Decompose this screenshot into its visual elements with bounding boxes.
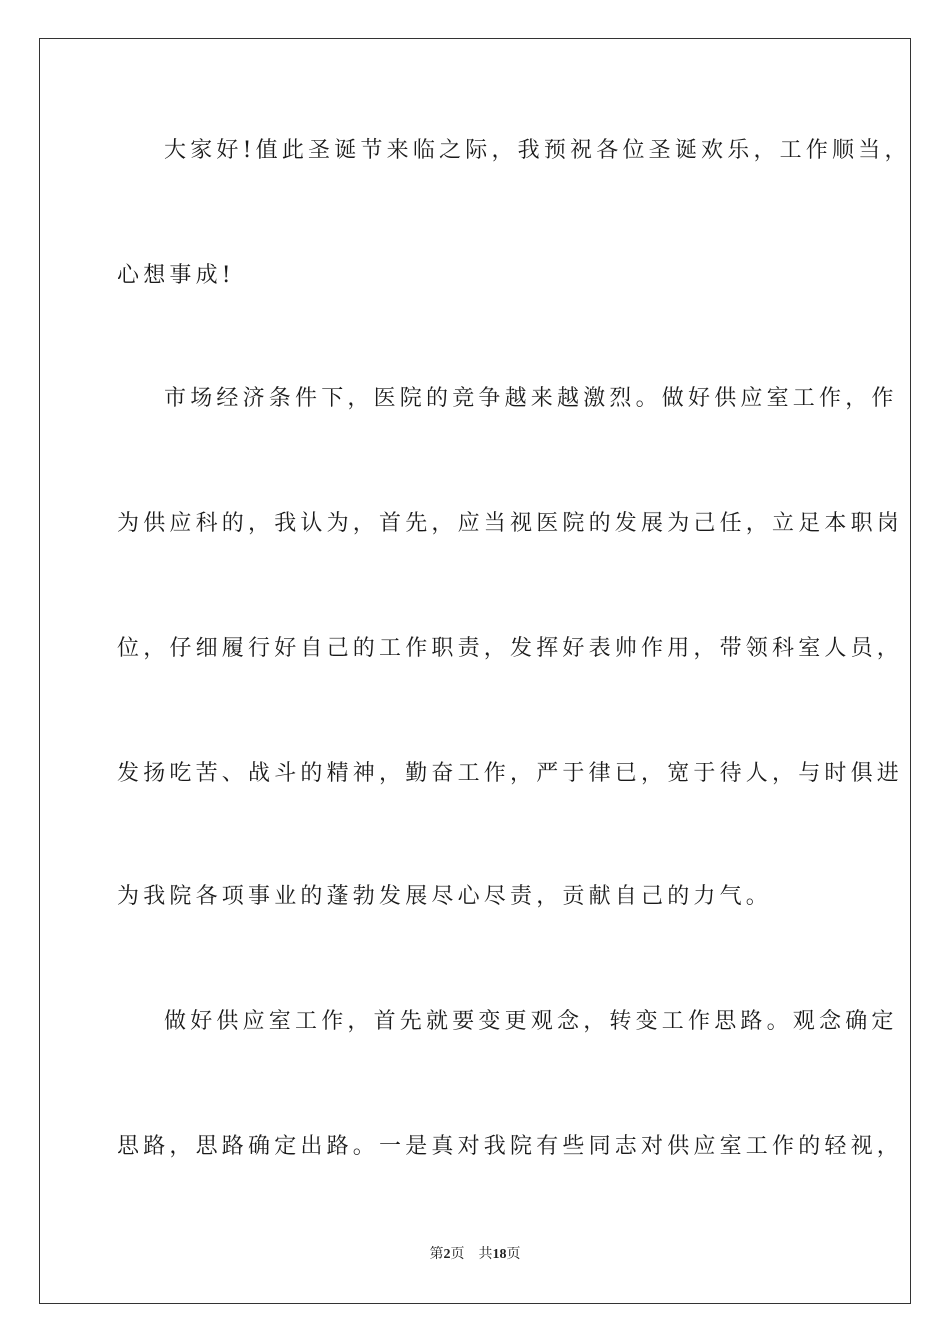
paragraph-line: 位，仔细履行好自己的工作职责，发挥好表帅作用，带领科室人员， [117,636,904,661]
paragraph-line: 发扬吃苦、战斗的精神，勤奋工作，严于律已，宽于待人，与时俱进 [117,761,904,786]
paragraph-line: 思路，思路确定出路。一是真对我院有些同志对供应室工作的轻视， [117,1134,904,1159]
page-prefix: 第 [429,1247,444,1262]
current-page-number: 2 [443,1247,451,1262]
page-footer [0,1246,950,1264]
total-page-count: 18 [492,1247,507,1262]
page-border [39,38,911,1304]
page-unit: 页 [450,1247,465,1262]
paragraph-line: 做好供应室工作，首先就要变更观念，转变工作思路。观念确定 [164,1009,898,1034]
total-unit: 页 [506,1247,521,1262]
paragraph-line: 心想事成! [117,263,235,288]
paragraph-line: 为供应科的，我认为，首先，应当视医院的发展为己任，立足本职岗 [117,511,904,536]
total-prefix: 共 [478,1247,493,1262]
paragraph-line: 大家好!值此圣诞节来临之际，我预祝各位圣诞欢乐，工作顺当， [164,138,911,163]
paragraph-line: 为我院各项事业的蓬勃发展尽心尽责，贡献自己的力气。 [117,884,773,909]
paragraph-line: 市场经济条件下，医院的竞争越来越激烈。做好供应室工作，作 [164,386,898,411]
